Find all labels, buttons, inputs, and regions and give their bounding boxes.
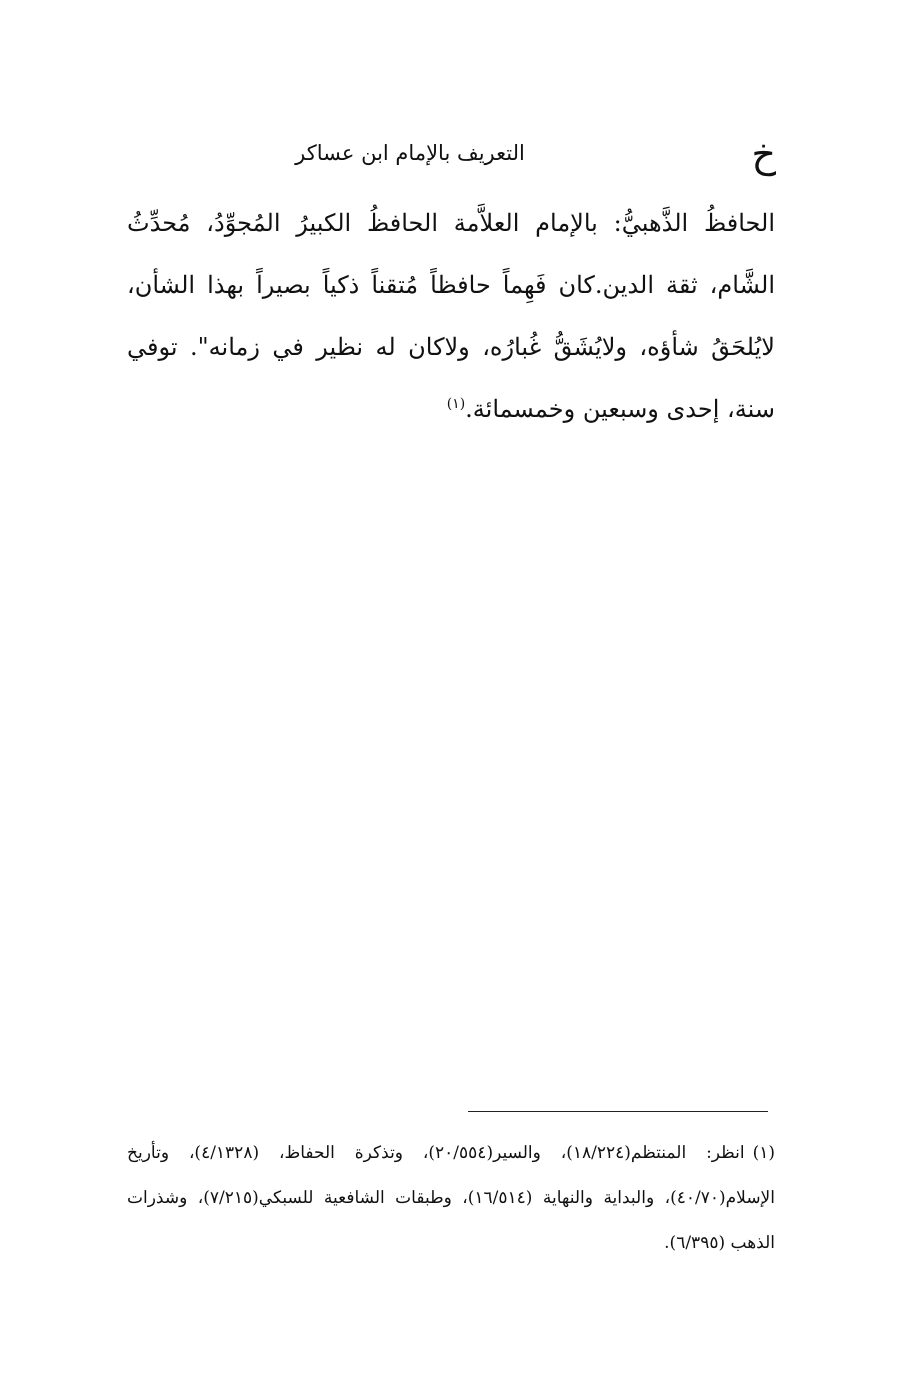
footnote-text: انظر: المنتظم(١٨/٢٢٤)، والسير(٢٠/٥٥٤)، وتذكرة الحفاظ، (٤/١٣٢٨)، وتأريخ الإسلام(٤٠/٧٠)، والبداية والنهاية (١٦/٥١٤)، وطبقات الشافعية للسبكي(٧/٢١٥)، وشذرات الذهب (٦/٣٩٥). — [127, 1143, 775, 1253]
body-paragraph-text: الحافظُ الذَّهبيُّ: بالإمام العلاَّمة الحافظُ الكبيرُ المُجوِّدُ، مُحدِّثُ الشَّام، ثقة الدين.كان فَهِماً حافظاً مُتقناً ذكياً بصيراً بهذا الشأن، لايُلحَقُ شأؤه، ولايُشَقُّ غُبارُه، ولاكان له نظير في زمانه". توفي سنة، إحدى وسبعين وخمسمائة. — [127, 209, 775, 423]
footnote-number: (١) — [752, 1143, 775, 1163]
main-text — [127, 192, 775, 440]
footnote-reference: (١) — [446, 396, 466, 412]
body-paragraph — [127, 192, 775, 440]
footnotes — [127, 1131, 775, 1266]
running-header: التعريف بالإمام ابن عساكر — [295, 141, 525, 165]
footnote-separator — [468, 1111, 768, 1112]
page-number: خ — [751, 132, 776, 176]
footnote-item — [127, 1131, 775, 1266]
